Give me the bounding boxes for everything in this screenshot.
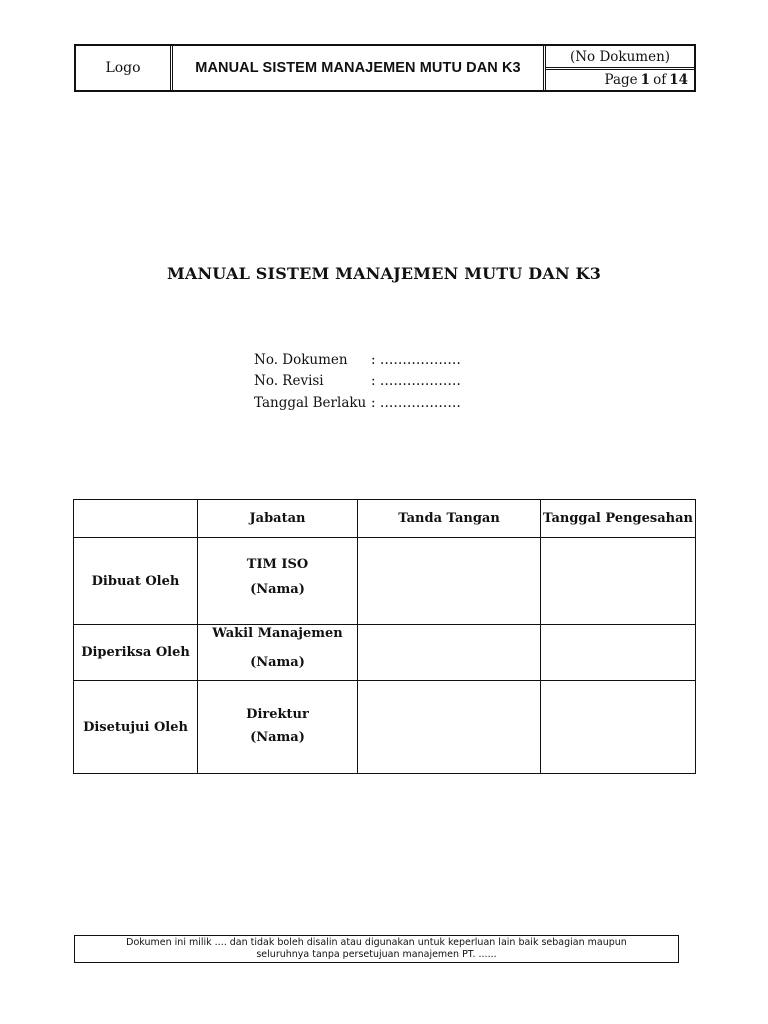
page-current: 1 [640,72,651,88]
meta-label: No. Revisi [254,373,324,390]
table-row [74,681,696,774]
jabatan-cell [198,681,358,774]
jabatan-cell [198,538,358,625]
jabatan-cell [198,625,358,681]
role-cell: Disetujui Oleh [74,681,198,774]
jabatan-title: Wakil Manajemen [212,625,343,641]
header-document-number: (No Dokumen) [546,46,694,70]
document-title: MANUAL SISTEM MANAJEMEN MUTU DAN K3 [166,264,602,283]
page-indicator [546,70,694,90]
signature-cell [358,538,541,625]
header-cell-tanda-tangan: Tanda Tangan [358,500,541,538]
document-header [74,44,696,92]
jabatan-name: (Nama) [250,730,305,745]
signature-cell [358,681,541,774]
role-cell: Diperiksa Oleh [74,625,198,681]
signature-cell [358,625,541,681]
jabatan-name: (Nama) [250,654,305,670]
role-cell: Dibuat Oleh [74,538,198,625]
approval-table [73,499,696,774]
approval-date-cell [541,538,696,625]
document-metadata [254,349,461,414]
approval-date-cell [541,681,696,774]
page-total: 14 [669,72,688,88]
meta-row-effective-date [254,392,461,414]
table-row [74,538,696,625]
table-row [74,625,696,681]
approval-table-header-row [74,500,696,538]
meta-value: : ……………… [371,373,461,390]
page-of: of [653,72,667,88]
logo-placeholder: Logo [76,46,173,90]
ownership-notice [74,935,679,963]
jabatan-title: TIM ISO [246,557,309,572]
meta-row-revision [254,371,461,393]
meta-value: : ……………… [371,394,461,411]
notice-line-2: seluruhnya tanpa persetujuan manajemen PT. ...... [256,949,497,960]
meta-row-document-number [254,349,461,371]
header-title: MANUAL SISTEM MANAJEMEN MUTU DAN K3 [173,46,546,90]
meta-label: Tanggal Berlaku [254,394,367,411]
header-right-block [546,46,694,90]
meta-value: : ……………… [371,351,461,368]
header-cell-tanggal-pengesahan: Tanggal Pengesahan [541,500,696,538]
jabatan-name: (Nama) [250,582,305,597]
notice-line-1: Dokumen ini milik .... dan tidak boleh disalin atau digunakan untuk keperluan lain baik sebagian maupun [126,937,627,948]
meta-label: No. Dokumen [254,351,348,368]
header-cell-empty [74,500,198,538]
header-cell-jabatan: Jabatan [198,500,358,538]
page-word: Page [604,72,638,88]
approval-date-cell [541,625,696,681]
jabatan-title: Direktur [246,707,309,722]
